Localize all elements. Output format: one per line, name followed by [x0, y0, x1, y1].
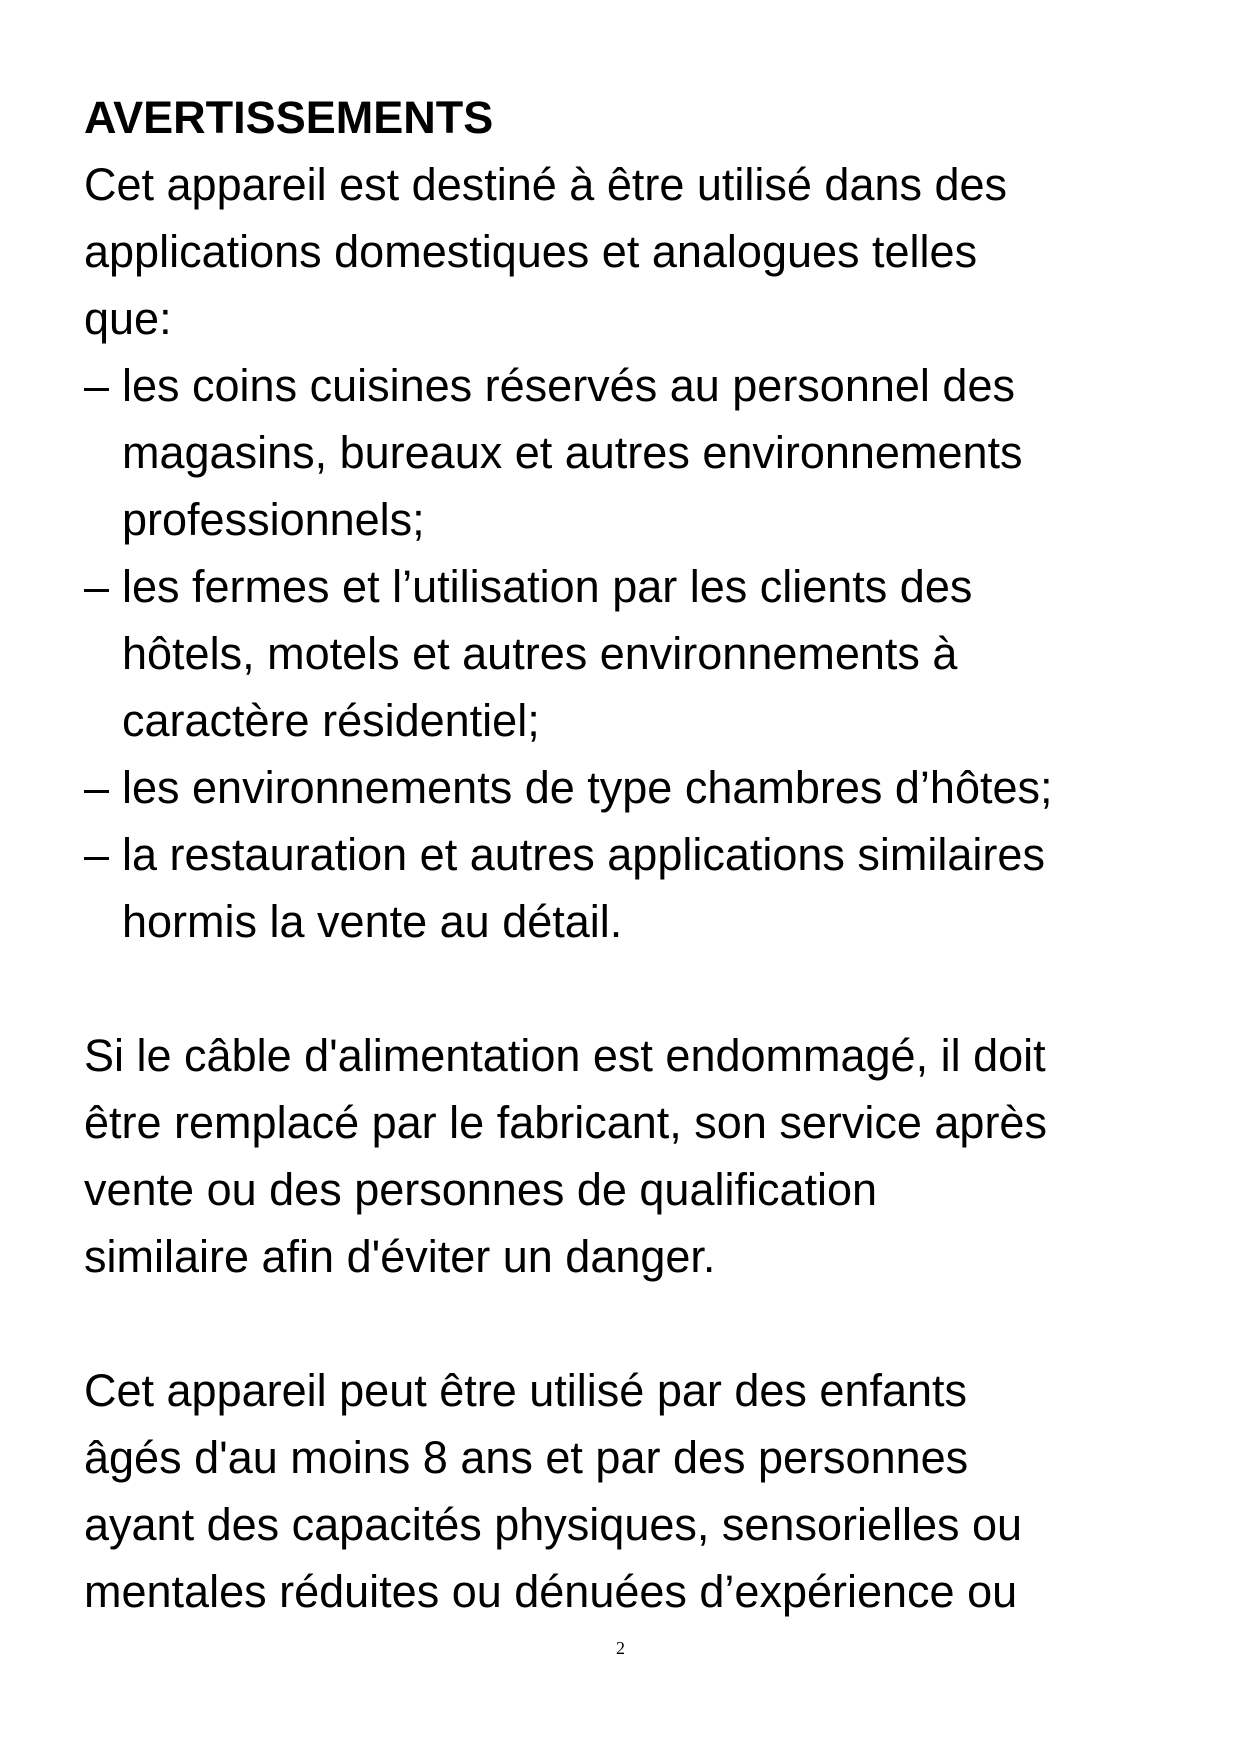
intro-line: applications domestiques et analogues telles [84, 226, 978, 277]
children-paragraph-line: Cet appareil peut être utilisé par des enfants [84, 1365, 968, 1416]
bullet-continuation: magasins, bureaux et autres environnements [122, 427, 1023, 478]
bullet-item [84, 553, 1194, 620]
dash-bullet-icon: – [84, 561, 110, 612]
bullet-item [84, 352, 1194, 419]
bullet-continuation: professionnels; [122, 494, 425, 545]
intro-line: Cet appareil est destiné à être utilisé dans des [84, 159, 1008, 210]
section-heading: AVERTISSEMENTS [84, 92, 494, 143]
dash-bullet-icon: – [84, 360, 110, 411]
cable-paragraph-line: vente ou des personnes de qualification [84, 1164, 878, 1215]
cable-paragraph-line: être remplacé par le fabricant, son service après [84, 1097, 1047, 1148]
paragraph-spacer [84, 1290, 1194, 1357]
document-page [84, 84, 1194, 1625]
children-paragraph-line: âgés d'au moins 8 ans et par des personnes [84, 1432, 969, 1483]
bullet-continuation: hôtels, motels et autres environnements à [122, 628, 958, 679]
intro-line: que: [84, 293, 172, 344]
bullet-continuation: caractère résidentiel; [122, 695, 540, 746]
bullet-text: les fermes et l’utilisation par les clients des [122, 561, 973, 612]
page-number: 2 [616, 1638, 625, 1658]
children-paragraph-line: mentales réduites ou dénuées d’expérience ou [84, 1566, 1018, 1617]
bullet-item [84, 821, 1194, 888]
dash-bullet-icon: – [84, 829, 110, 880]
children-paragraph-line: ayant des capacités physiques, sensorielles ou [84, 1499, 1023, 1550]
bullet-continuation: hormis la vente au détail. [122, 896, 623, 947]
dash-bullet-icon: – [84, 762, 110, 813]
bullet-text: les environnements de type chambres d’hôtes; [122, 762, 1053, 813]
bullet-item [84, 754, 1194, 821]
cable-paragraph-line: Si le câble d'alimentation est endommagé, il doit [84, 1030, 1046, 1081]
paragraph-spacer [84, 955, 1194, 1022]
bullet-text: la restauration et autres applications similaires [122, 829, 1045, 880]
cable-paragraph-line: similaire afin d'éviter un danger. [84, 1231, 716, 1282]
bullet-text: les coins cuisines réservés au personnel des [122, 360, 1015, 411]
